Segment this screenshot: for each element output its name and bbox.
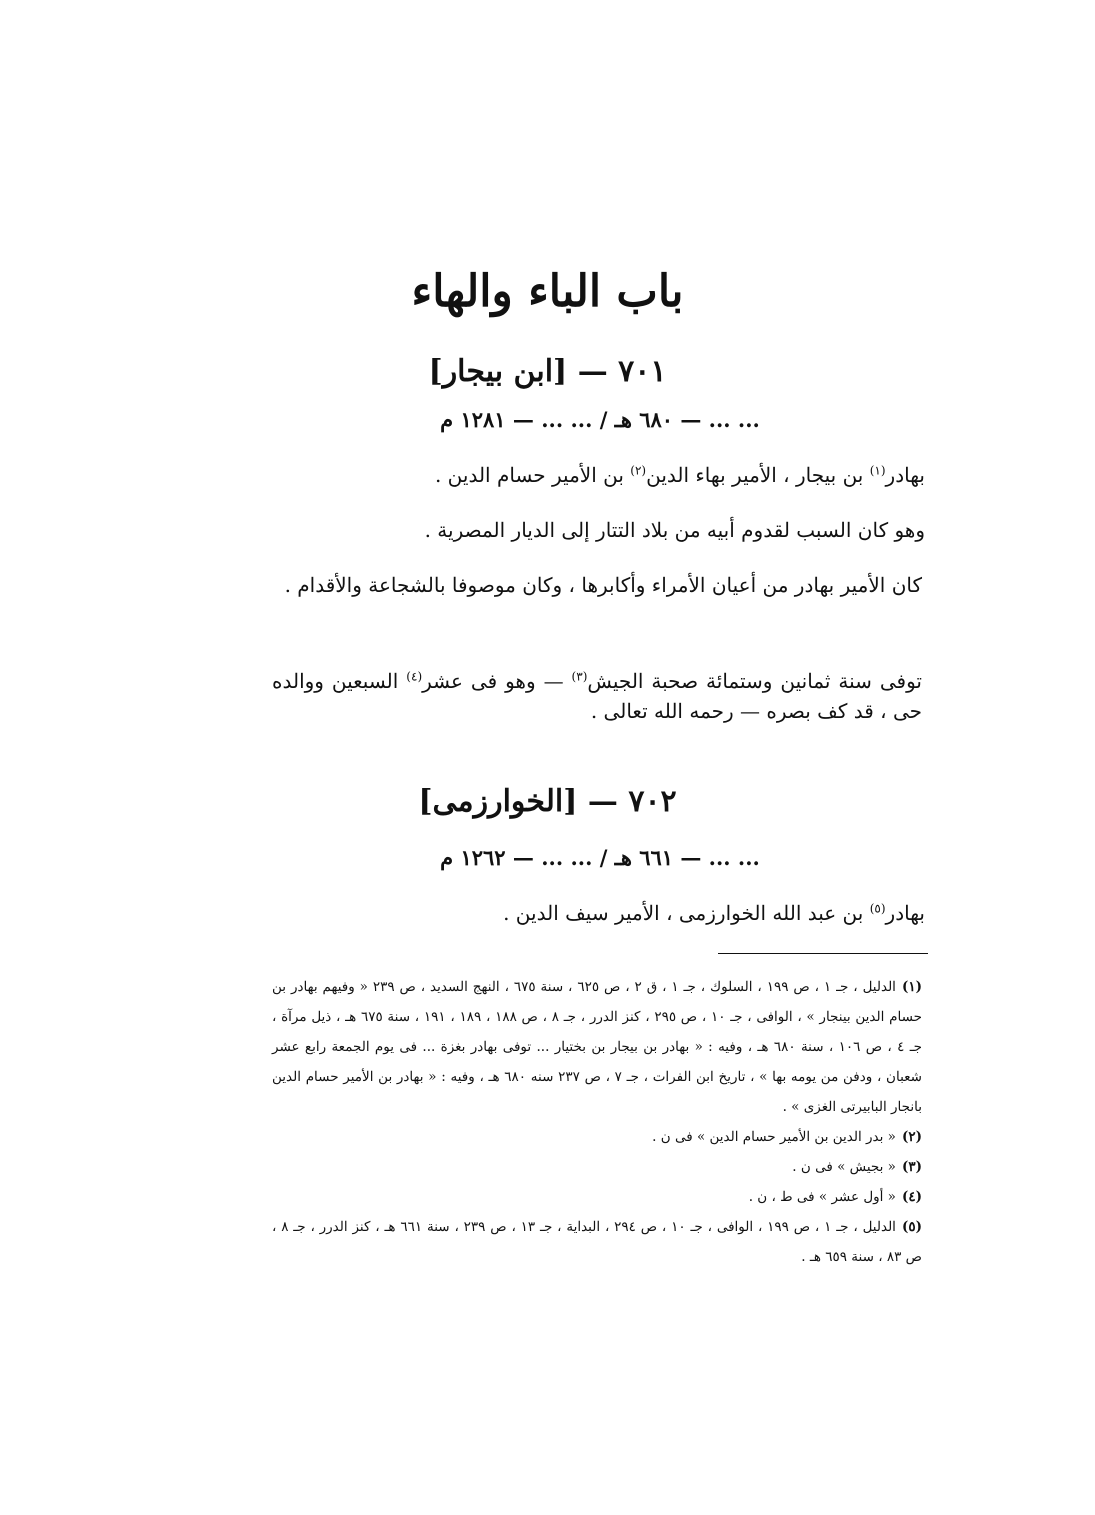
paragraph-2: كان الأمير بهادر من أعيان الأمراء وأكابرها ، وكان موصوفا بالشجاعة والأقدام . [284,573,922,597]
paragraph-3-text: — وهو فى عشر [422,669,572,693]
entry-dates-701: ... ... — ٦٨٠ هـ / ... ... — ١٢٨١ م [440,407,760,432]
footnote-divider [718,953,928,954]
entry-name-line-702 [503,898,925,928]
footnotes [272,972,922,1272]
footnote-ref-3: (٣) [571,669,588,684]
entry-name: بهادر [885,901,925,925]
entry-heading-702: ٧٠٢ — [الخوارزمى] [418,784,677,819]
footnote-4 [272,1182,922,1212]
entry-name-text: بن بيجار ، الأمير بهاء الدين [646,463,870,487]
footnote-number: (٥) [901,1219,922,1235]
footnote-text: الدليل ، جـ ١ ، ص ١٩٩ ، الوافى ، جـ ١٠ ، ص ٢٩٤ ، البداية ، جـ ١٣ ، ص ٢٣٩ ، سنة ٦٦١ هـ ، كنز الدرر ، جـ ٨ ، ص ٨٣ ، سنة ٦٥٩ هـ . [272,1219,922,1265]
paragraph-3 [272,666,922,726]
entry-heading-701: ٧٠١ — [ابن بيجار] [428,354,667,389]
paragraph-3-text: توفى سنة ثمانين وستمائة صحبة الجيش [587,669,923,693]
entry-dates-702: ... ... — ٦٦١ هـ / ... ... — ١٢٦٢ م [440,845,760,870]
footnote-number: (٢) [901,1129,922,1145]
footnote-ref-4: (٤) [406,669,423,684]
paragraph-1: وهو كان السبب لقدوم أبيه من بلاد التتار إلى الديار المصرية . [424,518,925,542]
footnote-ref-5: (٥) [869,901,886,916]
footnote-2 [272,1122,922,1152]
footnote-1 [272,972,922,1122]
footnote-3 [272,1152,922,1182]
entry-name-text: بن الأمير حسام الدين . [434,463,631,487]
footnote-ref-2: (٢) [630,463,647,478]
footnote-number: (٤) [901,1189,922,1205]
footnote-text: « أول عشر » فى ط ، ن . [748,1189,896,1205]
footnote-text: « بدر الدين بن الأمير حسام الدين » فى ن . [652,1129,896,1145]
footnote-number: (٣) [901,1159,922,1175]
chapter-title: باب الباء والهاء [411,266,684,317]
footnote-number: (١) [901,979,922,995]
footnote-text: « بجيش » فى ن . [792,1159,896,1175]
footnote-text: الدليل ، جـ ١ ، ص ١٩٩ ، السلوك ، جـ ١ ، ق ٢ ، ص ٦٢٥ ، سنة ٦٧٥ ، النهج السديد ، ص ٢٣٩ « وفيهم بهادر بن حسام الدين بينجار » ، الوافى ، جـ ١٠ ، ص ٢٩٥ ، كنز الدرر ، جـ ٨ ، ص ١٨٨ ، ١٨٩ ، ١٩١ ، سنة ٦٧٥ هـ ، ذيل مرآة ، جـ ٤ ، ص ١٠٦ ، سنة ٦٨٠ هـ ، وفيه : « بهادر بن بيجار بن بختيار ... توفى بهادر بغزة ... فى يوم الجمعة رابع عشر شعبان ، ودفن من يومه بها » ، تاريخ ابن الفرات ، جـ ٧ ، ص ٢٣٧ سنه ٦٨٠ هـ ، وفيه : « بهادر بن الأمير حسام الدين بانجار البابيرتى الغزى » . [272,979,923,1115]
footnote-ref-1: (١) [869,463,886,478]
entry-name: بهادر [885,463,925,487]
footnote-5 [272,1212,922,1272]
entry-name-text: بن عبد الله الخوارزمى ، الأمير سيف الدين . [503,901,870,925]
paragraph-3-text: السبعين ووالده حى ، قد كف بصره — رحمه الله تعالى . [272,669,922,723]
entry-name-line-701 [435,460,925,490]
